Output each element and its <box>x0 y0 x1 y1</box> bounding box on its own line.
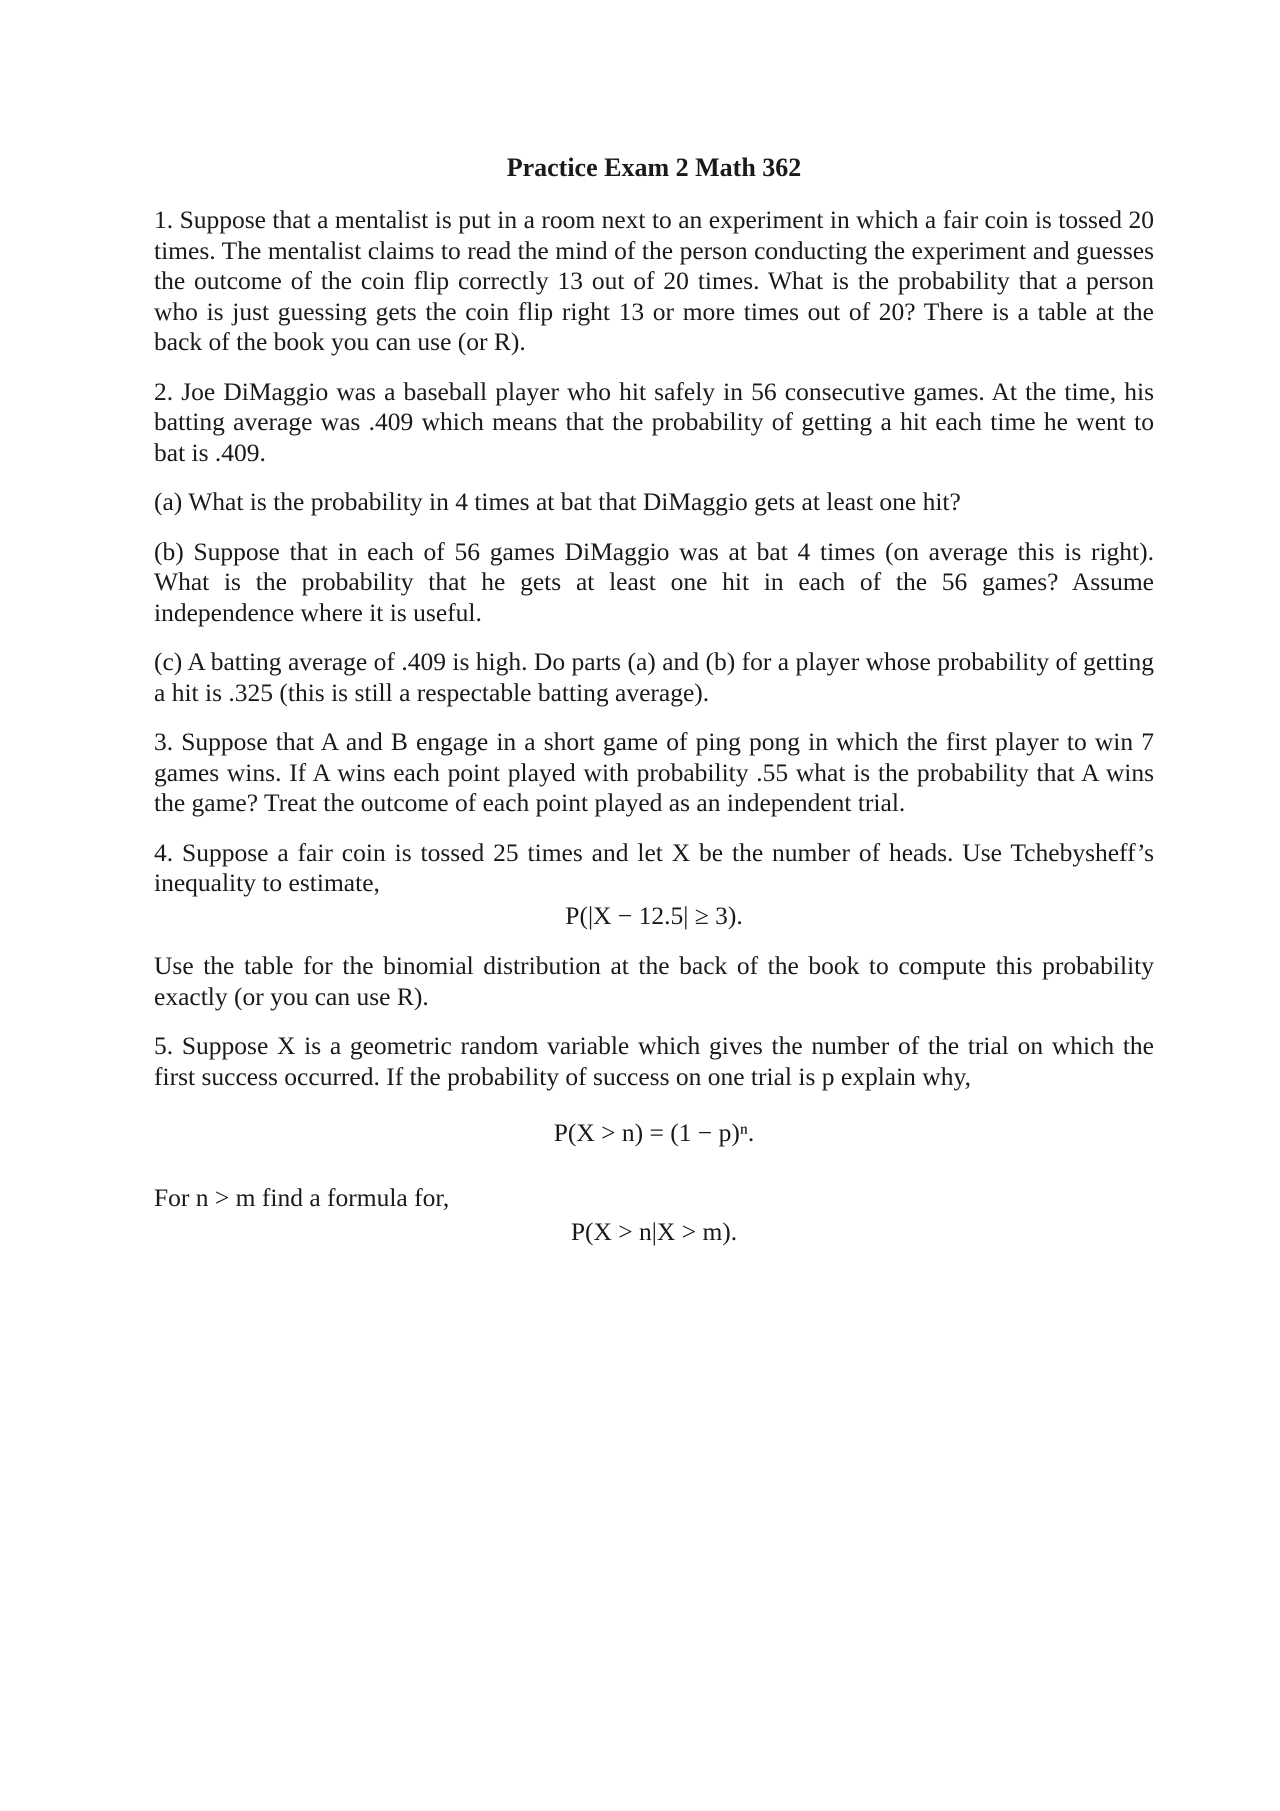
problem-4-after: Use the table for the binomial distribution at the back of the book to compute this probability exactly (or you can use R). <box>154 951 1154 1011</box>
problem-5-equation-1: P(X > n) = (1 − p)ⁿ. <box>553 1118 755 1148</box>
problem-4-intro: 4. Suppose a fair coin is tossed 25 times and let X be the number of heads. Use Tchebysheff’s inequality to estimate, <box>154 837 1154 898</box>
problem-2b: (b) Suppose that in each of 56 games DiMaggio was at bat 4 times (on average this is right). What is the probability that he gets at least one hit in each of the 56 games? Assume independence where it is useful. <box>154 536 1154 627</box>
problem-2: 2. Joe DiMaggio was a baseball player who hit safely in 56 consecutive games. At the time, his batting average was .409 which means that the probability of getting a hit each time he went to bat is .409. <box>154 376 1154 467</box>
exam-page <box>154 152 1154 1246</box>
problem-5-equation-2: P(X > n|X > m). <box>570 1216 738 1246</box>
problem-4-equation: P(|X − 12.5| ≥ 3). <box>565 900 743 930</box>
problem-1: 1. Suppose that a mentalist is put in a room next to an experiment in which a fair coin is tossed 20 times. The mentalist claims to read the mind of the person conducting the experiment and guesses the outcome of the coin flip correctly 13 out of 20 times. What is the probability that a person who is just guessing gets the coin flip right 13 or more times out of 20? There is a table at the back of the book you can use (or R). <box>154 205 1154 357</box>
problem-2c: (c) A batting average of .409 is high. Do parts (a) and (b) for a player whose probability of getting a hit is .325 (this is still a respectable batting average). <box>154 647 1154 707</box>
problem-5-intro: 5. Suppose X is a geometric random variable which gives the number of the trial on which the first success occurred. If the probability of success on one trial is p explain why, <box>154 1031 1154 1091</box>
page-title: Practice Exam 2 Math 362 <box>506 153 802 182</box>
problem-2a: (a) What is the probability in 4 times at bat that DiMaggio gets at least one hit? <box>154 487 961 517</box>
problem-3: 3. Suppose that A and B engage in a short game of ping pong in which the first player to win 7 games wins. If A wins each point played with probability .55 what is the probability that A wins the game? Treat the outcome of each point played as an independent trial. <box>154 727 1154 818</box>
problem-5-lead-text: For n > m find a formula for, <box>154 1182 450 1212</box>
problem-5-followup <box>154 1175 1154 1246</box>
